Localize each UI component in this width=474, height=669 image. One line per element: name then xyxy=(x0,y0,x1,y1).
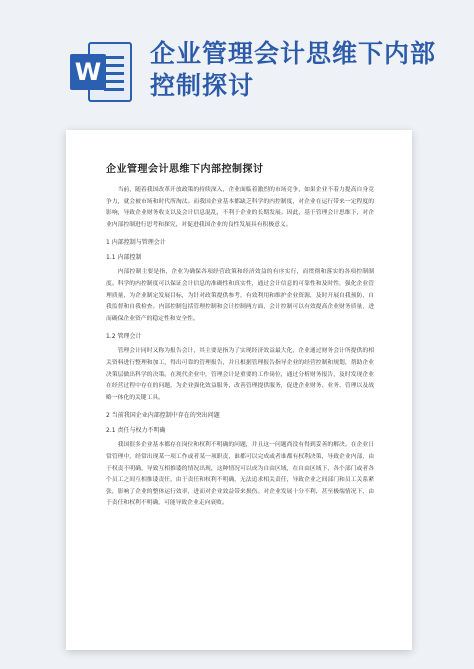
subsection-heading: 2.1 责任与权力不明确 xyxy=(106,427,166,435)
section-heading: 2 当前我国企业内部控制中存在的突出问题 xyxy=(106,412,220,420)
body-paragraph: 管理会计同时又称为报告会计，其主要是指为了实现经济效益最大化，企业通过财务会计所提供的相关资料进行整理和加工，得出可靠的管理报告，并且根据管理报告指导企业的经营控制和规划，帮助企业决策层做出科学的决策。在现代企业中，管理会计是重要的工作岗位，通过分析财务报告，及时发现企业在经营过程中存在的问题，为企业强化效益服务，改善管理提供服务，促进企业财务、业务、管理以及战略一体化的关键工具。 xyxy=(106,348,374,401)
intro-paragraph: 当前，随着我国改革开放政策的持续深入，企业面临着激烈的市场竞争，如果企业不着力提高自身竞争力，就会被市场和时代所淘汰。而我国企业基本都缺乏科学的内控制度，对企业在运行带来一定程度的影响，导致企业财务收支以及会计信息混乱，不利于企业的长期发展。因此，基于管理会计思维下，对企业内部控制进行思考和探究，对促进我国企业的良性发展具有积极意义。 xyxy=(106,187,374,228)
section-heading: 1 内部控制与管理会计 xyxy=(106,239,166,247)
subsection-heading: 1.1 内部控制 xyxy=(106,254,142,262)
word-letter: W xyxy=(70,54,106,90)
document-content xyxy=(106,160,374,516)
word-doc-icon xyxy=(70,42,134,102)
header-banner xyxy=(0,0,474,118)
document-title: 企业管理会计思维下内部控制探讨 xyxy=(106,164,264,175)
body-paragraph: 内部控制主要是指，企业为确保各项经营政策和经济效益的有序实行，而贯彻和落实的各项控制制度。科学的内控制度可以保证会计信息的准确性和真实性，通过会计信息的可靠性和及时性，强化企业管理质量，为企业制定发展目标，为针对政策提供参考，有效利用和维护企业资源，及时开展自我预防，自我监督和自我检查。内部控制包括管理控制和会计控制两方面，会计控制可以有效提高企业财务质量，进而确保企业资产的稳定性和安全性。 xyxy=(106,269,374,322)
banner-title: 企业管理会计思维下内部控制探讨 xyxy=(150,39,437,100)
document-page xyxy=(66,130,412,650)
subsection-heading: 1.2 管理会计 xyxy=(106,333,142,341)
body-paragraph: 我国很多企业基本都存在岗位和权利不明确的问题，并且这一问题尚没有得到妥善的解决。在企业日常管理中，经常出现某一项工作或者某一项职责，谁都可以完成或者谁都有权利决策，导致企业内部，由于权责不明确，导致互相推诿的情况出现，这种情况可以成为自由区域，在自由区域下，各个部门或者各个员工之间互相推诿责任，由于责任和权利不明确，无法追求相关责任，导致企业之间部门和员工关系紧张，影响了企业的整体运行效率，进而对企业效益带来损伤。对企业发展十分不利，甚至极端情况下，由于责任和权利不明确，可能导致企业走向衰败。 xyxy=(106,442,374,507)
